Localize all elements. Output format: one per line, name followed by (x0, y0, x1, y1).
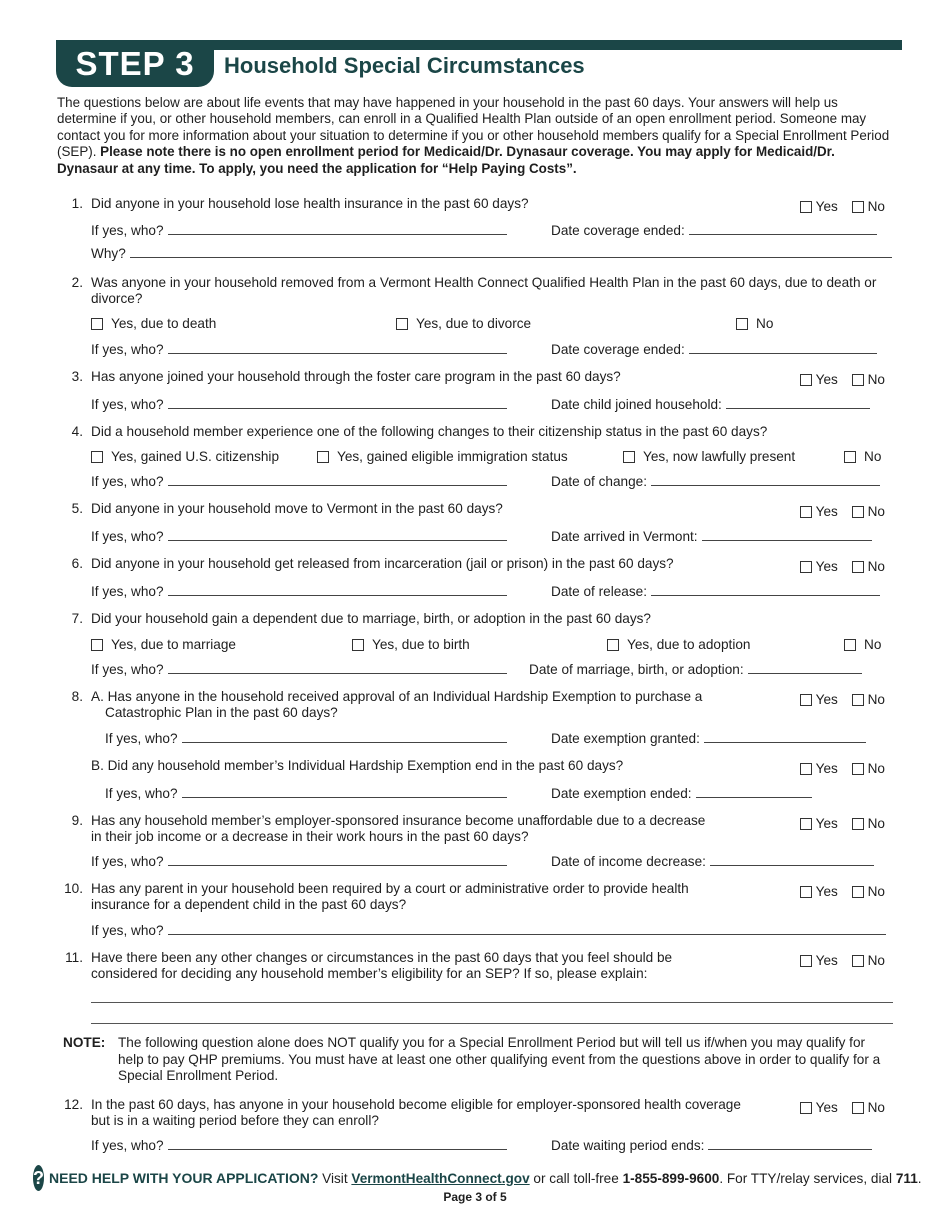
yes-checkbox[interactable]: Yes (800, 761, 838, 776)
q1-date-field[interactable]: Date coverage ended: (551, 221, 877, 238)
q8b-who-field[interactable]: If yes, who? (105, 784, 507, 801)
yes-checkbox[interactable]: Yes (800, 372, 838, 387)
q2-date-field[interactable]: Date coverage ended: (551, 340, 877, 357)
yes-no-group (800, 816, 885, 833)
q7-date-field[interactable]: Date of marriage, birth, or adoption: (529, 660, 862, 677)
q9-who-field[interactable]: If yes, who? (91, 852, 507, 869)
yes-no-group (800, 953, 885, 970)
q3-date-field[interactable]: Date child joined household: (551, 395, 870, 412)
no-checkbox[interactable]: No (852, 372, 885, 387)
q1-who-field[interactable]: If yes, who? (91, 221, 507, 238)
intro-paragraph: The questions below are about life events that may have happened in your household in the past 60 days. Your answers will help us determine if you, or other household members, can enroll in a Qualified Health Plan outside of an open enrollment period. Someone may contact you for more information about your situation to determine if you or other household members qualify for a Special Enrollment Period (SEP). Please note there is no open enrollment period for Medicaid/Dr. Dynasaur coverage. You may apply for Medicaid/Dr. Dynasaur at any time. To apply, you need the application for “Help Paying Costs”. (57, 95, 890, 176)
q4-who-field[interactable]: If yes, who? (91, 472, 507, 489)
yes-no-group (800, 199, 885, 216)
yes-checkbox[interactable]: Yes (800, 953, 838, 968)
due-to-birth-checkbox[interactable]: Yes, due to birth (352, 637, 470, 652)
q5-who-field[interactable]: If yes, who? (91, 527, 507, 544)
step-badge: STEP 3 (56, 40, 214, 87)
yes-no-group (800, 504, 885, 521)
yes-no-group (800, 692, 885, 709)
no-checkbox[interactable]: No (852, 692, 885, 707)
yes-checkbox[interactable]: Yes (800, 1100, 838, 1115)
no-checkbox[interactable]: No (736, 316, 773, 331)
no-checkbox[interactable]: No (852, 504, 885, 519)
q5-date-field[interactable]: Date arrived in Vermont: (551, 527, 872, 544)
no-checkbox[interactable]: No (852, 953, 885, 968)
q7-who-field[interactable]: If yes, who? (91, 660, 507, 677)
yes-due-to-divorce-checkbox[interactable]: Yes, due to divorce (396, 316, 531, 331)
q10-who-field[interactable]: If yes, who? (91, 921, 886, 938)
no-checkbox[interactable]: No (852, 1100, 885, 1115)
no-checkbox[interactable]: No (852, 816, 885, 831)
yes-checkbox[interactable]: Yes (800, 199, 838, 214)
q9-date-field[interactable]: Date of income decrease: (551, 852, 874, 869)
q2-who-field[interactable]: If yes, who? (91, 340, 507, 357)
q6-date-field[interactable]: Date of release: (551, 582, 880, 599)
help-question-icon: ? (33, 1165, 44, 1191)
yes-no-group (800, 884, 885, 901)
note-block: NOTE: The following question alone does NOT qualify you for a Special Enrollment Period but will tell us if/when you may qualify for help to pay QHP premiums. You must have at least one other qualifying event from the questions above in order to qualify for a Special Enrollment Period. (63, 1035, 881, 1084)
q3-who-field[interactable]: If yes, who? (91, 395, 507, 412)
q12-who-field[interactable]: If yes, who? (91, 1136, 507, 1153)
q12-date-field[interactable]: Date waiting period ends: (551, 1136, 872, 1153)
explain-line-2[interactable] (91, 1023, 893, 1024)
yes-no-group (800, 1100, 885, 1117)
yes-checkbox[interactable]: Yes (800, 884, 838, 899)
due-to-marriage-checkbox[interactable]: Yes, due to marriage (91, 637, 236, 652)
yes-due-to-death-checkbox[interactable]: Yes, due to death (91, 316, 216, 331)
help-footer: ? NEED HELP WITH YOUR APPLICATION? Visit VermontHealthConnect.gov or call toll-free 1-855-899-9600. For TTY/relay services, dial 711. (33, 1163, 913, 1193)
no-checkbox[interactable]: No (852, 559, 885, 574)
explain-line-1[interactable] (91, 1002, 893, 1003)
yes-no-group (800, 372, 885, 389)
no-checkbox[interactable]: No (852, 761, 885, 776)
no-checkbox[interactable]: No (844, 449, 881, 464)
due-to-adoption-checkbox[interactable]: Yes, due to adoption (607, 637, 750, 652)
yes-checkbox[interactable]: Yes (800, 816, 838, 831)
yes-checkbox[interactable]: Yes (800, 559, 838, 574)
yes-checkbox[interactable]: Yes (800, 504, 838, 519)
no-checkbox[interactable]: No (852, 199, 885, 214)
q4-date-field[interactable]: Date of change: (551, 472, 880, 489)
page-number: Page 3 of 5 (443, 1190, 507, 1204)
lawfully-present-checkbox[interactable]: Yes, now lawfully present (623, 449, 795, 464)
q1-why-field[interactable]: Why? (91, 244, 892, 261)
q8b-date-field[interactable]: Date exemption ended: (551, 784, 812, 801)
no-checkbox[interactable]: No (852, 884, 885, 899)
q8a-date-field[interactable]: Date exemption granted: (551, 729, 866, 746)
yes-no-group (800, 761, 885, 778)
q6-who-field[interactable]: If yes, who? (91, 582, 507, 599)
yes-no-group (800, 559, 885, 576)
gained-immigration-status-checkbox[interactable]: Yes, gained eligible immigration status (317, 449, 568, 464)
q8a-who-field[interactable]: If yes, who? (105, 729, 507, 746)
no-checkbox[interactable]: No (844, 637, 881, 652)
page-title: Household Special Circumstances (224, 53, 585, 78)
yes-checkbox[interactable]: Yes (800, 692, 838, 707)
gained-citizenship-checkbox[interactable]: Yes, gained U.S. citizenship (91, 449, 279, 464)
website-link[interactable]: VermontHealthConnect.gov (351, 1171, 530, 1186)
